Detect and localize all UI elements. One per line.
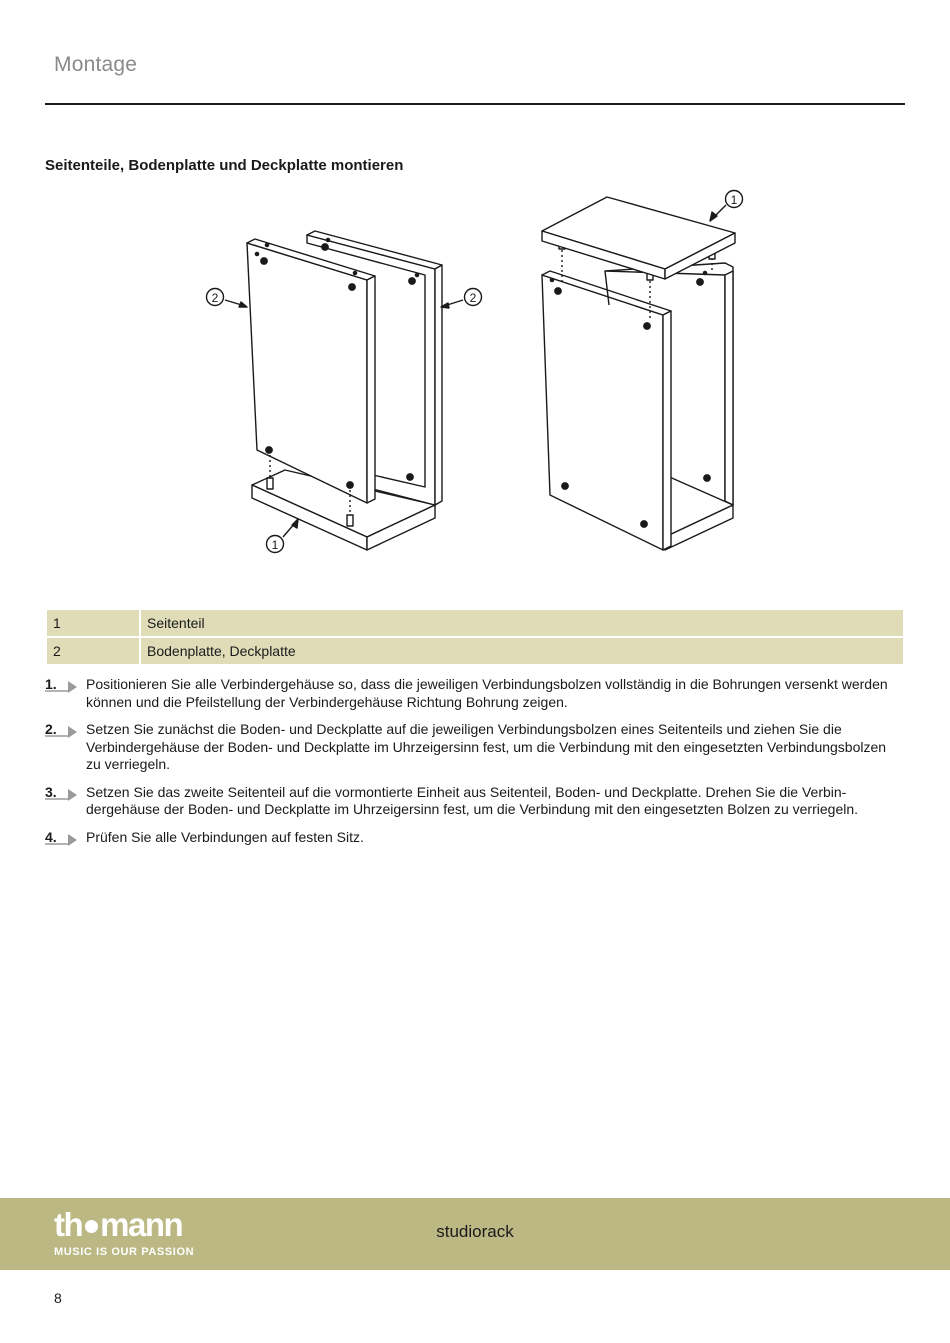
step-number: 2. xyxy=(45,721,57,737)
step-text: Positionieren Sie alle Verbindergehäuse so, dass die jeweiligen Verbindungsbolzen vollständig in die Bohrungen versenkt werden können und die Pfeilstellung der Verbindergehäuse Richtung Bohrung zeigen. xyxy=(86,676,888,710)
header-divider xyxy=(45,103,905,105)
instruction-steps xyxy=(45,676,905,857)
page-number: 8 xyxy=(54,1290,62,1306)
thomann-logo: th mann MUSIC IS OUR PASSION xyxy=(54,1206,195,1258)
step-arrow-icon xyxy=(45,723,79,739)
step-arrow-icon xyxy=(45,828,79,847)
legend-number: 1 xyxy=(47,610,139,636)
legend-table xyxy=(45,608,905,666)
legend-row xyxy=(47,638,903,664)
step-text: Prüfen Sie alle Verbindungen auf festen Sitz. xyxy=(86,828,364,845)
brand-tagline: MUSIC IS OUR PASSION xyxy=(54,1246,195,1258)
legend-row xyxy=(47,610,903,636)
svg-text:1: 1 xyxy=(271,538,279,552)
callout-2-left xyxy=(207,289,248,308)
step-number: 3. xyxy=(45,783,57,800)
legend-label: Seitenteil xyxy=(141,610,903,636)
step-number: 4. xyxy=(45,828,57,845)
assembly-illustration xyxy=(195,185,755,570)
step-item xyxy=(45,829,905,847)
assembled-bottom-plate-drawing xyxy=(665,475,733,550)
svg-text:1: 1 xyxy=(730,193,738,207)
step-item xyxy=(45,676,905,711)
front-side-panel-drawing xyxy=(247,239,375,503)
callout-1-bottom xyxy=(267,519,299,553)
section-heading: Seitenteile, Bodenplatte und Deckplatte montieren xyxy=(45,157,404,174)
step-text: Setzen Sie das zweite Seitenteil auf die vormontierte Einheit aus Seitenteil, Boden- und Deckplatte. Drehen Sie die Verbindergehäuse der Boden- und Deckplatte im Uhrzeigersinn fest, um die Verbindung mit den eingesetzten Bolzen zu verriegeln. xyxy=(86,783,859,817)
step-item xyxy=(45,784,905,819)
legend-number: 2 xyxy=(47,638,139,664)
step-number: 1. xyxy=(45,676,57,692)
step-item xyxy=(45,721,905,774)
assembled-front-panel-drawing xyxy=(542,271,671,550)
step-arrow-icon xyxy=(45,783,79,802)
product-name: studiorack xyxy=(436,1222,514,1241)
step-arrow-icon xyxy=(45,678,79,694)
callout-2-right xyxy=(441,289,482,309)
callout-1-top xyxy=(710,191,743,222)
svg-text:2: 2 xyxy=(211,291,219,305)
footer-band xyxy=(0,1198,950,1270)
legend-label: Bodenplatte, Deckplatte xyxy=(141,638,903,664)
page-header-title: Montage xyxy=(54,53,138,76)
step-text: Setzen Sie zunächst die Boden- und Deckplatte auf die jeweiligen Verbindungsbolzen eines Seitenteils und ziehen Sie die Verbindergehäuse der Boden- und Deckplatte im Uhrzeigersinn fest, um die Verbindung mit den eingesetzten Verbindungsbolzen zu verriegeln. xyxy=(86,721,887,772)
svg-text:2: 2 xyxy=(469,291,477,305)
